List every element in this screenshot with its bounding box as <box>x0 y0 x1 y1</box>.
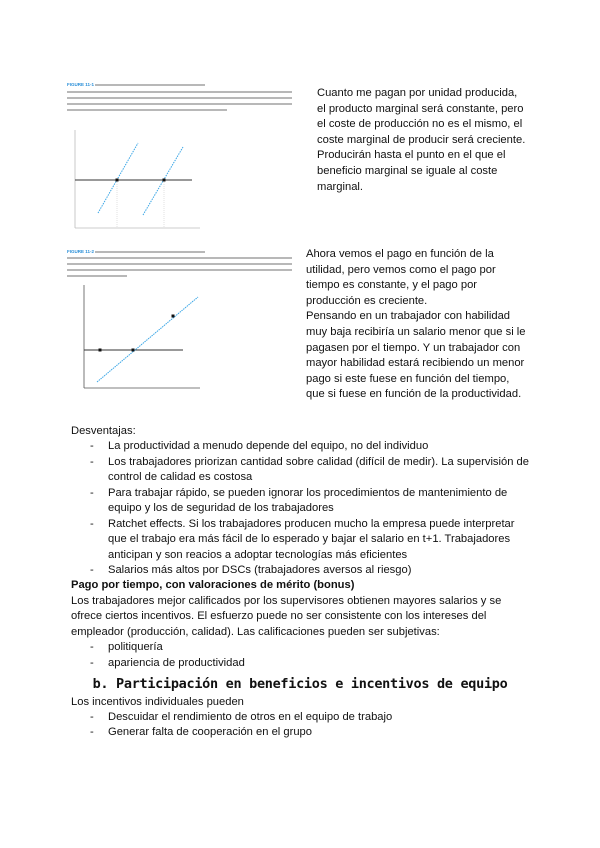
section-heading: b. Participación en beneficios e incentivos de equipo <box>92 676 508 692</box>
text-line: Cuanto me pagan por unidad producida, <box>317 87 518 99</box>
text-line: muy baja recibiría un salario menor que si le <box>306 325 526 338</box>
bullet: - <box>90 657 94 669</box>
list-item: control de calidad es costosa <box>108 471 253 483</box>
figure-caption: FIGURE 11-1 <box>67 82 95 87</box>
desventajas-title: Desventajas: <box>71 425 136 437</box>
list-item: Los trabajadores priorizan cantidad sobre calidad (difícil de medir). La supervisión de <box>108 456 530 468</box>
bullet: - <box>90 518 94 530</box>
paragraph-line: ofrece ciertos incentivos. El esfuerzo puede no ser consistente con los intereses del <box>71 610 487 622</box>
bullet: - <box>90 711 94 723</box>
list-item: Para trabajar rápido, se pueden ignorar los procedimientos de mantenimiento de <box>108 487 508 499</box>
text-line: producción es creciente. <box>306 294 428 307</box>
bullet: - <box>90 564 94 576</box>
list-item: que el trabajo era más fácil de lo esperado y bajar el salario en t+1. Trabajadores <box>108 533 511 545</box>
text-line: pagasen por el tiempo. Y un trabajador con <box>306 341 521 354</box>
text-line: el producto marginal será constante, pero <box>317 102 524 115</box>
list-item: Salarios más altos por DSCs (trabajadores aversos al riesgo) <box>108 564 412 576</box>
list-item: apariencia de productividad <box>108 657 245 669</box>
figure-1-plot <box>65 80 305 240</box>
text-line: que si fuese en función de la productividad. <box>306 388 522 401</box>
list-item: equipo y los de seguridad de los trabajadores <box>108 502 334 514</box>
text-line: el coste de producción no es el mismo, el <box>317 118 523 131</box>
text-line: marginal. <box>317 180 364 193</box>
list-item: Generar falta de cooperación en el grupo <box>108 726 312 738</box>
figure-2-plot <box>65 248 305 398</box>
explanation-time-vs-piece <box>306 247 526 403</box>
merito-heading: Pago por tiempo, con valoraciones de mérito (bonus) <box>71 579 355 591</box>
text-line: coste marginal de producir será creciente. <box>317 133 526 146</box>
text-line: pago si este fuese en función del tiempo, <box>306 372 510 385</box>
bullet: - <box>90 487 94 499</box>
text-line: Pensando en un trabajador con habilidad <box>306 310 511 323</box>
list-item: Ratchet effects. Si los trabajadores producen mucho la empresa puede interpretar <box>108 518 515 530</box>
text-line: Ahora vemos el pago en función de la <box>306 248 494 260</box>
bullet: - <box>90 641 94 653</box>
paragraph-line: Los trabajadores mejor calificados por los supervisores obtienen mayores salarios y se <box>71 595 502 607</box>
figure-time-vs-piece-rate <box>65 248 305 398</box>
text-line: utilidad, pero vemos como el pago por <box>306 263 496 276</box>
figure-piece-rate-effort <box>65 80 305 240</box>
list-item: politiquería <box>108 641 163 653</box>
list-item: La productividad a menudo depende del equipo, no del individuo <box>108 440 429 452</box>
paragraph-line: empleador (producción, calidad). Las calificaciones pueden ser subjetivas: <box>71 626 440 638</box>
text-line: mayor habilidad estará recibiendo un menor <box>306 357 525 370</box>
text-line: beneficio marginal se iguale al coste <box>317 164 498 177</box>
bullet: - <box>90 456 94 468</box>
bullet: - <box>90 440 94 452</box>
text-line: Producirán hasta el punto en el que el <box>317 149 506 162</box>
text-line: tiempo es constante, y el pago por <box>306 279 478 292</box>
explanation-piece-rate <box>317 86 525 195</box>
figure-caption: FIGURE 11-2 <box>67 249 95 254</box>
list-item: Descuidar el rendimiento de otros en el equipo de trabajo <box>108 711 393 723</box>
bullet: - <box>90 726 94 738</box>
list-item: anticipan y son reacios a adoptar tecnologías más eficientes <box>108 549 408 561</box>
paragraph-line: Los incentivos individuales pueden <box>71 696 244 708</box>
